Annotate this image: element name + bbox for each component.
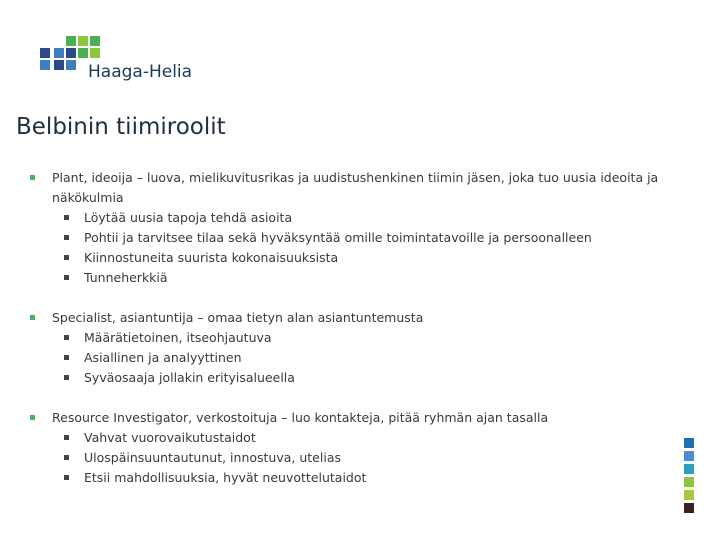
bullet-icon xyxy=(64,215,69,220)
sub-list-item-text: Pohtii ja tarvitsee tilaa sekä hyväksyntää omille toimintatavoille ja persoonalleen xyxy=(84,230,592,245)
bullet-icon xyxy=(64,375,69,380)
logo-square xyxy=(90,48,100,58)
list-item-text: Plant, ideoija – luova, mielikuvitusrikas ja uudistushenkinen tiimin jäsen, joka tuo uusia ideoita ja näkökulmia xyxy=(52,170,659,205)
role-plant xyxy=(30,168,660,288)
sub-list-item xyxy=(30,228,660,248)
haaga-helia-logo xyxy=(40,36,210,88)
bullet-icon xyxy=(64,235,69,240)
bullet-icon xyxy=(64,275,69,280)
logo-square xyxy=(54,60,64,70)
bullet-icon xyxy=(30,175,35,180)
logo-square xyxy=(90,36,100,46)
color-block xyxy=(684,503,694,513)
logo-square xyxy=(40,60,50,70)
color-block xyxy=(684,477,694,487)
sub-list-item xyxy=(30,368,660,388)
sub-list-item-text: Tunneherkkiä xyxy=(84,270,168,285)
sub-list-item-text: Etsii mahdollisuuksia, hyvät neuvottelutaidot xyxy=(84,470,367,485)
list-item-text: Specialist, asiantuntija – omaa tietyn alan asiantuntemusta xyxy=(52,310,424,325)
page-title: Belbinin tiimiroolit xyxy=(16,114,226,140)
bullet-icon xyxy=(30,315,35,320)
bullet-icon xyxy=(64,435,69,440)
sub-list-item xyxy=(30,328,660,348)
logo-square xyxy=(66,36,76,46)
sub-list-item-text: Ulospäinsuuntautunut, innostuva, utelias xyxy=(84,450,341,465)
logo-square xyxy=(66,60,76,70)
logo-square xyxy=(40,48,50,58)
role-resource-investigator xyxy=(30,408,660,488)
list-item-text: Resource Investigator, verkostoituja – luo kontakteja, pitää ryhmän ajan tasalla xyxy=(52,410,549,425)
logo-square xyxy=(78,36,88,46)
list-item xyxy=(30,308,660,328)
sub-list-item xyxy=(30,468,660,488)
sub-list-item xyxy=(30,208,660,228)
bullet-icon xyxy=(64,335,69,340)
logo-square xyxy=(66,48,76,58)
sub-list-item xyxy=(30,448,660,468)
logo-square xyxy=(54,48,64,58)
sub-list-item-text: Asiallinen ja analyyttinen xyxy=(84,350,242,365)
bullet-icon xyxy=(64,255,69,260)
list-item xyxy=(30,168,660,208)
color-block xyxy=(684,490,694,500)
logo-square xyxy=(78,48,88,58)
role-specialist xyxy=(30,308,660,388)
bullet-icon xyxy=(64,475,69,480)
color-strip xyxy=(684,438,694,516)
bullet-icon xyxy=(64,355,69,360)
sub-list-item-text: Kiinnostuneita suurista kokonaisuuksista xyxy=(84,250,339,265)
sub-list-item xyxy=(30,348,660,368)
sub-list-item-text: Syväosaaja jollakin erityisalueella xyxy=(84,370,295,385)
logo-text: Haaga-Helia xyxy=(88,62,193,82)
color-block xyxy=(684,451,694,461)
color-block xyxy=(684,438,694,448)
sub-list-item-text: Vahvat vuorovaikutustaidot xyxy=(84,430,256,445)
color-block xyxy=(684,464,694,474)
bullet-icon xyxy=(64,455,69,460)
sub-list-item xyxy=(30,428,660,448)
bullet-icon xyxy=(30,415,35,420)
sub-list-item-text: Määrätietoinen, itseohjautuva xyxy=(84,330,272,345)
sub-list-item-text: Löytää uusia tapoja tehdä asioita xyxy=(84,210,293,225)
bullet-list xyxy=(30,168,660,508)
list-item xyxy=(30,408,660,428)
sub-list-item xyxy=(30,268,660,288)
sub-list-item xyxy=(30,248,660,268)
